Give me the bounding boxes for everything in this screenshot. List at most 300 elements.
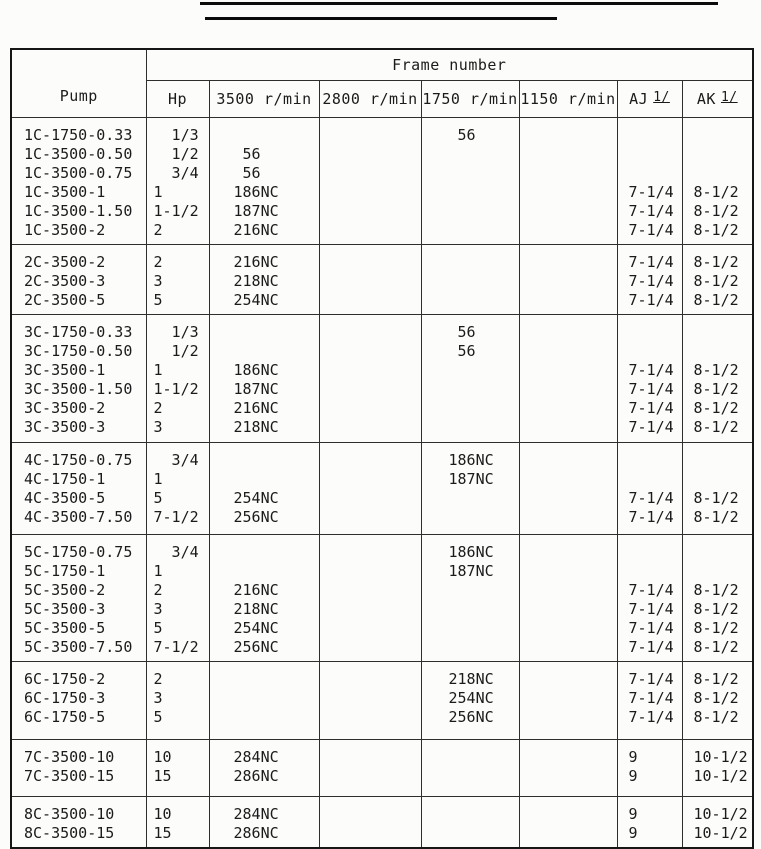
- r3500-value: [234, 451, 317, 470]
- aj-value: 7-1/4: [628, 708, 674, 726]
- cell-hp: [146, 662, 209, 740]
- r1750-value: [449, 183, 517, 202]
- r1750-value: [449, 253, 517, 272]
- r1150-value: [530, 805, 615, 824]
- pump-name: 1C-3500-2: [24, 221, 106, 239]
- ak-value: 8-1/2: [693, 291, 739, 309]
- column-header-ak: [682, 81, 753, 118]
- r1150-value: [530, 361, 615, 380]
- cell-r2800: [319, 797, 421, 849]
- ak-value: [694, 543, 751, 562]
- aj-value: 7-1/4: [628, 638, 674, 656]
- r3500-value: 254NC: [233, 291, 279, 309]
- pump-name: 6C-1750-3: [24, 689, 106, 707]
- pump-group-row-3: [11, 315, 753, 443]
- r3500-value: [234, 543, 317, 562]
- r1750-value: [449, 291, 517, 310]
- r2800-value: [330, 670, 419, 689]
- hp-value: 5: [153, 619, 163, 637]
- aj-value: 7-1/4: [628, 380, 674, 398]
- ak-value: [694, 451, 751, 470]
- aj-value: 7-1/4: [628, 202, 674, 220]
- r1750-value: [449, 805, 517, 824]
- ak-value: 8-1/2: [693, 183, 739, 201]
- r1750-value: 254NC: [448, 689, 494, 707]
- cell-r1750: [421, 245, 519, 315]
- aj-value: 7-1/4: [628, 689, 674, 707]
- column-header-frame-number: Frame number: [146, 49, 753, 81]
- pump-group-row-1: [11, 118, 753, 245]
- aj-value: 7-1/4: [628, 361, 674, 379]
- r2800-value: [330, 342, 419, 361]
- hp-value: 7-1/2: [153, 508, 199, 526]
- pump-name: 4C-3500-7.50: [24, 508, 133, 526]
- r2800-value: [330, 581, 419, 600]
- pump-group-row-8: [11, 797, 753, 849]
- cell-pump: [11, 118, 146, 245]
- pump-table-body: [11, 118, 753, 849]
- pump-name: 5C-3500-5: [24, 619, 106, 637]
- title-rule-top: [200, 2, 718, 5]
- hp-value: 3: [153, 272, 163, 290]
- pump-group-row-7: [11, 740, 753, 797]
- r2800-value: [330, 638, 419, 657]
- pump-group-row-5: [11, 535, 753, 662]
- r3500-value: 286NC: [233, 824, 279, 842]
- r1150-value: [530, 399, 615, 418]
- r1750-value: [449, 145, 517, 164]
- pump-name: 2C-3500-5: [24, 291, 106, 309]
- aj-value: [629, 342, 680, 361]
- ak-value: 8-1/2: [693, 489, 739, 507]
- pump-name: 4C-1750-1: [24, 470, 106, 488]
- hp-value: 1/2: [153, 145, 199, 163]
- ak-value: 8-1/2: [693, 380, 739, 398]
- r3500-value: [234, 323, 317, 342]
- r1750-value: 56: [448, 323, 476, 341]
- ak-value: [694, 145, 751, 164]
- cell-r2800: [319, 535, 421, 662]
- cell-ak: [682, 118, 753, 245]
- r1150-value: [530, 253, 615, 272]
- r1150-value: [530, 380, 615, 399]
- aj-label: AJ: [629, 90, 649, 108]
- r1750-value: [449, 508, 517, 527]
- cell-r1150: [519, 315, 617, 443]
- r3500-value: 284NC: [233, 805, 279, 823]
- pump-name: 3C-1750-0.33: [24, 323, 133, 341]
- r2800-value: [330, 221, 419, 240]
- hp-value: 2: [153, 399, 163, 417]
- ak-value: 10-1/2: [693, 824, 748, 842]
- pump-name: 1C-1750-0.33: [24, 126, 133, 144]
- cell-pump: [11, 740, 146, 797]
- ak-value: 8-1/2: [693, 600, 739, 618]
- cell-r1750: [421, 118, 519, 245]
- pump-name: 5C-3500-2: [24, 581, 106, 599]
- cell-aj: [617, 662, 682, 740]
- ak-value: 8-1/2: [693, 638, 739, 656]
- hp-value: 7-1/2: [153, 638, 199, 656]
- r1750-value: [449, 399, 517, 418]
- r1150-value: [530, 689, 615, 708]
- r3500-value: [234, 342, 317, 361]
- pump-name: 1C-3500-1.50: [24, 202, 133, 220]
- r2800-value: [330, 380, 419, 399]
- aj-value: [629, 562, 680, 581]
- ak-value: [694, 470, 751, 489]
- pump-name: 1C-3500-1: [24, 183, 106, 201]
- r2800-value: [330, 508, 419, 527]
- r2800-value: [330, 562, 419, 581]
- cell-r1150: [519, 535, 617, 662]
- hp-value: 1-1/2: [153, 380, 199, 398]
- aj-value: 7-1/4: [628, 291, 674, 309]
- r3500-value: 218NC: [233, 272, 279, 290]
- r3500-value: 218NC: [233, 418, 279, 436]
- r1150-value: [530, 489, 615, 508]
- ak-footnote-mark: 1/: [720, 90, 738, 105]
- r1150-value: [530, 619, 615, 638]
- cell-r2800: [319, 315, 421, 443]
- r1150-value: [530, 164, 615, 183]
- r1750-value: [449, 824, 517, 843]
- cell-r1150: [519, 118, 617, 245]
- column-header-pump: Pump: [11, 49, 146, 118]
- ak-label: AK: [696, 90, 716, 108]
- cell-hp: [146, 245, 209, 315]
- aj-value: 7-1/4: [628, 253, 674, 271]
- r2800-value: [330, 253, 419, 272]
- r3500-value: [234, 126, 317, 145]
- cell-pump: [11, 443, 146, 535]
- r1750-value: [449, 767, 517, 786]
- r3500-value: [234, 670, 317, 689]
- r2800-value: [330, 748, 419, 767]
- r3500-value: 256NC: [233, 638, 279, 656]
- r2800-value: [330, 451, 419, 470]
- hp-value: 1-1/2: [153, 202, 199, 220]
- cell-r2800: [319, 118, 421, 245]
- pump-name: 5C-1750-0.75: [24, 543, 133, 561]
- r3500-value: 186NC: [233, 361, 279, 379]
- r3500-value: 216NC: [233, 221, 279, 239]
- cell-r2800: [319, 662, 421, 740]
- r1750-value: [449, 581, 517, 600]
- aj-value: 7-1/4: [628, 600, 674, 618]
- cell-pump: [11, 535, 146, 662]
- r1750-value: 186NC: [448, 451, 494, 469]
- r1150-value: [530, 600, 615, 619]
- r1150-value: [530, 708, 615, 727]
- r2800-value: [330, 708, 419, 727]
- ak-value: 8-1/2: [693, 399, 739, 417]
- r2800-value: [330, 600, 419, 619]
- pump-name: 3C-1750-0.50: [24, 342, 133, 360]
- column-header-hp: Hp: [146, 81, 209, 118]
- cell-hp: [146, 740, 209, 797]
- r3500-value: 216NC: [233, 399, 279, 417]
- r2800-value: [330, 689, 419, 708]
- cell-r1750: [421, 315, 519, 443]
- r3500-value: 254NC: [233, 489, 279, 507]
- r2800-value: [330, 805, 419, 824]
- column-header-1150-rmin: 1150 r/min: [519, 81, 617, 118]
- r3500-value: 56: [233, 164, 261, 182]
- ak-value: 10-1/2: [693, 805, 748, 823]
- r1150-value: [530, 670, 615, 689]
- r3500-value: [234, 708, 317, 727]
- cell-r2800: [319, 740, 421, 797]
- r1150-value: [530, 562, 615, 581]
- cell-r1750: [421, 740, 519, 797]
- r2800-value: [330, 418, 419, 437]
- r1150-value: [530, 470, 615, 489]
- cell-pump: [11, 315, 146, 443]
- hp-value: 3/4: [153, 164, 199, 182]
- r2800-value: [330, 767, 419, 786]
- r3500-value: 286NC: [233, 767, 279, 785]
- r1750-value: 56: [448, 342, 476, 360]
- r1750-value: 187NC: [448, 562, 494, 580]
- r2800-value: [330, 183, 419, 202]
- r1750-value: [449, 272, 517, 291]
- r2800-value: [330, 361, 419, 380]
- r1150-value: [530, 145, 615, 164]
- hp-value: 2: [153, 253, 163, 271]
- r3500-value: [234, 689, 317, 708]
- pump-frame-number-table: [10, 48, 754, 849]
- cell-aj: [617, 245, 682, 315]
- hp-value: 1/2: [153, 342, 199, 360]
- cell-ak: [682, 535, 753, 662]
- r1150-value: [530, 126, 615, 145]
- ak-value: 10-1/2: [693, 767, 748, 785]
- aj-value: 7-1/4: [628, 508, 674, 526]
- r1750-value: 218NC: [448, 670, 494, 688]
- hp-value: 3: [153, 689, 163, 707]
- hp-value: 1: [153, 562, 163, 580]
- r1750-value: [449, 600, 517, 619]
- cell-r1750: [421, 662, 519, 740]
- r3500-value: 284NC: [233, 748, 279, 766]
- r2800-value: [330, 470, 419, 489]
- r2800-value: [330, 323, 419, 342]
- pump-name: 5C-3500-7.50: [24, 638, 133, 656]
- hp-value: 10: [153, 748, 172, 766]
- aj-value: [629, 451, 680, 470]
- pump-name: 2C-3500-3: [24, 272, 106, 290]
- r3500-value: 56: [233, 145, 261, 163]
- ak-value: 8-1/2: [693, 221, 739, 239]
- cell-pump: [11, 797, 146, 849]
- r2800-value: [330, 202, 419, 221]
- r3500-value: 187NC: [233, 202, 279, 220]
- hp-value: 2: [153, 221, 163, 239]
- r2800-value: [330, 272, 419, 291]
- r1150-value: [530, 581, 615, 600]
- r1750-value: [449, 202, 517, 221]
- r1750-value: [449, 380, 517, 399]
- r1150-value: [530, 638, 615, 657]
- r1150-value: [530, 183, 615, 202]
- r3500-value: 218NC: [233, 600, 279, 618]
- aj-value: 7-1/4: [628, 183, 674, 201]
- cell-aj: [617, 443, 682, 535]
- hp-value: 15: [153, 824, 172, 842]
- hp-value: 3/4: [153, 451, 199, 469]
- cell-r3500: [209, 443, 319, 535]
- r1750-value: 186NC: [448, 543, 494, 561]
- ak-value: 8-1/2: [693, 708, 739, 726]
- r3500-value: 216NC: [233, 253, 279, 271]
- aj-value: 7-1/4: [628, 670, 674, 688]
- r2800-value: [330, 291, 419, 310]
- aj-value: 7-1/4: [628, 272, 674, 290]
- r2800-value: [330, 824, 419, 843]
- cell-r3500: [209, 797, 319, 849]
- r1750-value: 56: [448, 126, 476, 144]
- r1750-value: [449, 638, 517, 657]
- cell-r3500: [209, 662, 319, 740]
- r2800-value: [330, 543, 419, 562]
- cell-hp: [146, 443, 209, 535]
- cell-ak: [682, 443, 753, 535]
- hp-value: 15: [153, 767, 172, 785]
- r1150-value: [530, 508, 615, 527]
- cell-ak: [682, 797, 753, 849]
- pump-name: 7C-3500-10: [24, 748, 115, 766]
- hp-value: 1/3: [153, 323, 199, 341]
- ak-value: 8-1/2: [693, 418, 739, 436]
- cell-r3500: [209, 740, 319, 797]
- r2800-value: [330, 126, 419, 145]
- pump-name: 5C-1750-1: [24, 562, 106, 580]
- pump-name: 6C-1750-2: [24, 670, 106, 688]
- r1150-value: [530, 323, 615, 342]
- hp-value: 5: [153, 489, 163, 507]
- r1750-value: [449, 221, 517, 240]
- hp-value: 5: [153, 708, 163, 726]
- r1150-value: [530, 342, 615, 361]
- r1750-value: 256NC: [448, 708, 494, 726]
- r1150-value: [530, 418, 615, 437]
- aj-value: 7-1/4: [628, 619, 674, 637]
- cell-r1750: [421, 797, 519, 849]
- r1750-value: [449, 748, 517, 767]
- aj-value: 7-1/4: [628, 489, 674, 507]
- r1150-value: [530, 451, 615, 470]
- cell-r3500: [209, 535, 319, 662]
- cell-r2800: [319, 443, 421, 535]
- r1150-value: [530, 824, 615, 843]
- r3500-value: 216NC: [233, 581, 279, 599]
- pump-name: 6C-1750-5: [24, 708, 106, 726]
- pump-name: 7C-3500-15: [24, 767, 115, 785]
- hp-value: 3/4: [153, 543, 199, 561]
- cell-hp: [146, 118, 209, 245]
- ak-value: 8-1/2: [693, 670, 739, 688]
- ak-value: 8-1/2: [693, 619, 739, 637]
- r3500-value: 186NC: [233, 183, 279, 201]
- cell-r1150: [519, 443, 617, 535]
- pump-group-row-2: [11, 245, 753, 315]
- r3500-value: [234, 470, 317, 489]
- hp-value: 2: [153, 581, 163, 599]
- ak-value: 8-1/2: [693, 272, 739, 290]
- ak-value: 8-1/2: [693, 361, 739, 379]
- cell-r1150: [519, 797, 617, 849]
- r1150-value: [530, 202, 615, 221]
- pump-name: 2C-3500-2: [24, 253, 106, 271]
- ak-value: 8-1/2: [693, 689, 739, 707]
- hp-value: 1: [153, 361, 163, 379]
- hp-value: 1: [153, 470, 163, 488]
- cell-r1750: [421, 443, 519, 535]
- cell-ak: [682, 662, 753, 740]
- pump-name: 4C-3500-5: [24, 489, 106, 507]
- ak-value: 8-1/2: [693, 508, 739, 526]
- aj-footnote-mark: 1/: [653, 90, 670, 105]
- r3500-value: [234, 562, 317, 581]
- ak-value: 8-1/2: [693, 202, 739, 220]
- pump-name: 1C-3500-0.50: [24, 145, 133, 163]
- hp-value: 10: [153, 805, 172, 823]
- column-header-2800-rmin: 2800 r/min: [319, 81, 421, 118]
- pump-name: 3C-3500-1.50: [24, 380, 133, 398]
- ak-value: [694, 342, 751, 361]
- ak-value: 8-1/2: [693, 253, 739, 271]
- r1150-value: [530, 767, 615, 786]
- r3500-value: 187NC: [233, 380, 279, 398]
- aj-value: 7-1/4: [628, 399, 674, 417]
- header-row-frame-number: [11, 49, 753, 81]
- ak-value: 8-1/2: [693, 581, 739, 599]
- pump-name: 3C-3500-2: [24, 399, 106, 417]
- pump-name: 8C-3500-15: [24, 824, 115, 842]
- aj-value: 7-1/4: [628, 581, 674, 599]
- hp-value: 1/3: [153, 126, 199, 144]
- pump-group-row-6: [11, 662, 753, 740]
- r3500-value: 254NC: [233, 619, 279, 637]
- r1150-value: [530, 543, 615, 562]
- column-header-3500-rmin: 3500 r/min: [209, 81, 319, 118]
- cell-r3500: [209, 118, 319, 245]
- r1750-value: [449, 489, 517, 508]
- ak-value: [694, 126, 751, 145]
- r1750-value: 187NC: [448, 470, 494, 488]
- r2800-value: [330, 399, 419, 418]
- cell-r1750: [421, 535, 519, 662]
- hp-value: 2: [153, 670, 163, 688]
- r1150-value: [530, 272, 615, 291]
- aj-value: [629, 126, 680, 145]
- cell-ak: [682, 740, 753, 797]
- cell-hp: [146, 535, 209, 662]
- column-header-aj: [617, 81, 682, 118]
- pump-name: 4C-1750-0.75: [24, 451, 133, 469]
- cell-aj: [617, 118, 682, 245]
- pump-group-row-4: [11, 443, 753, 535]
- pump-name: 5C-3500-3: [24, 600, 106, 618]
- aj-value: [629, 323, 680, 342]
- cell-hp: [146, 797, 209, 849]
- r3500-value: 256NC: [233, 508, 279, 526]
- r2800-value: [330, 489, 419, 508]
- aj-value: 9: [628, 824, 638, 842]
- cell-aj: [617, 535, 682, 662]
- pump-name: 1C-3500-0.75: [24, 164, 133, 182]
